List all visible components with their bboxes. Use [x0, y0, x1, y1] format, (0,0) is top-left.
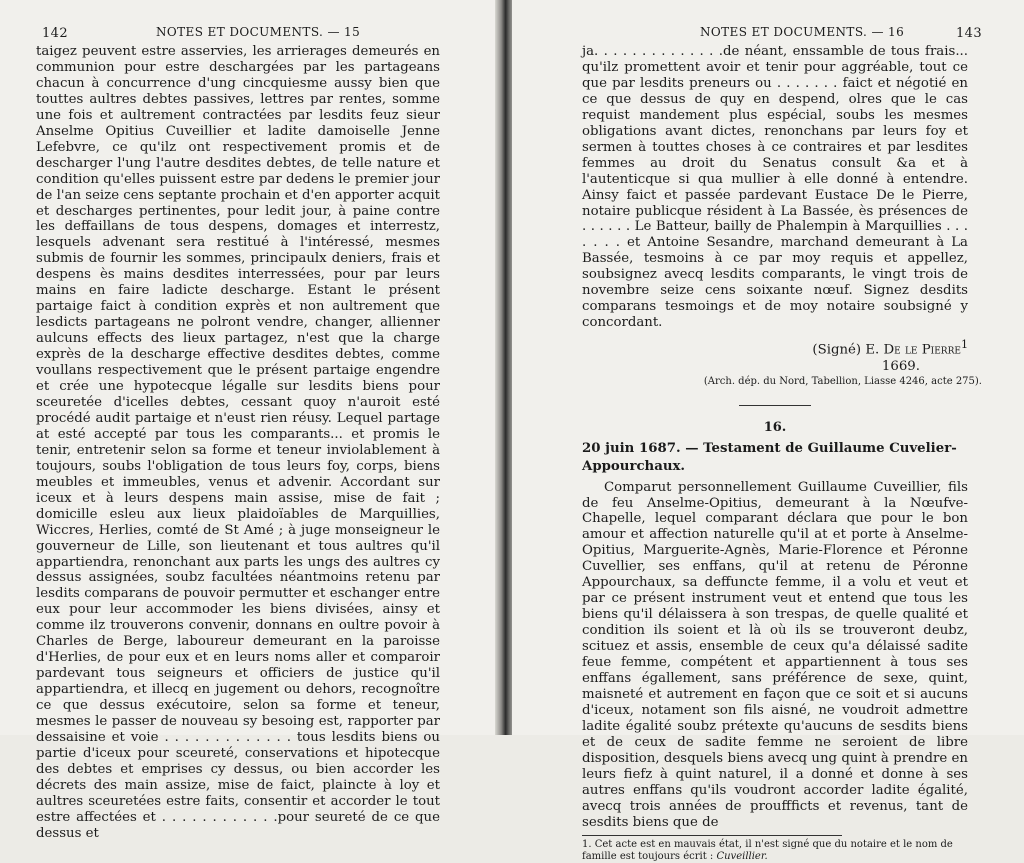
right-page	[512, 0, 1024, 862]
left-body-text	[36, 44, 440, 842]
footnote-number: 1.	[582, 838, 592, 850]
left-running-title: NOTES ET DOCUMENTS. — 15	[156, 25, 361, 39]
section-divider	[739, 405, 811, 406]
footnote-divider	[582, 835, 842, 836]
document-title: 20 juin 1687. — Testament de Guillaume Cuvelier-Appourchaux.	[582, 440, 957, 474]
testament-text	[582, 480, 968, 831]
signature-year: 1669.	[881, 358, 920, 374]
continuation-paragraph: ja. . . . . . . . . . . . . .de néant, enssamble de tous frais... qu'ilz promettent avoir et tenir pour aggréable, tout ce que par lesdits preneurs ou . . . . . . . faict et négotié en ce que dessus de quy en despend, olres que le cas requist mandement plus espécial, soubs les mesmes obligations avant dictes, renonchans par leurs foy et sermen à touttes choses à ce contraires et par lesdites femmes au droit du Senatus consult &a et à l'autenticque si qua mullier à elle donné à entendre. Ainsy faict et passée pardevant Eustace De le Pierre, notaire publicque résident à La Bassée, ès présences de . . . . . . Le Batteur, bailly de Phalempin à Marquillies . . . . . . . et Antoine Sesandre, marchand demeurant à La Bassée, tesmoins à ce par moy requis et appellez, soubsignez avecq lesdits comparants, le vingt trois de novembre seize cens soixante nœuf. Signez desdits comparans tesmoings et de moy notaire soubsigné y concordant.	[582, 44, 968, 331]
signature-prefix: (Signé) E.	[812, 342, 884, 358]
left-paragraph: taigez peuvent estre asservies, les arrierages demeurés en communion pour estre deschargées par les partageans chacun à concurrence d'ung cincquiesme aussy bien que touttes aultres debtes passives, lettres par rentes, somme une fois et aultrement contractées par lesdits feuz sieur Anselme Opitius Cuveillier et ladite damoiselle Jenne Lefebvre, ce qu'ilz ont respectivement promis et de descharger l'ung l'autre desdites debtes, de telle nature et condition qu'elles puissent estre par dedens le premier jour de l'an seize cens septante prochain et d'en apporter acquit et descharges pertinentes, pour ledit jour, à paine contre les deffaillans de tous despens, domages et interrestz, lesquels advenant sera restitué à l'intéressé, mesmes submis de fournir les sommes, principaulx deniers, frais et despens ès mains desdites interressées, pour par leurs mains en faire ladicte descharge. Estant le présent partaige faict à condition exprès et non aultrement que lesdicts partageans ne polront vendre, changer, allienner aulcuns effects des lieux partagez, n'est que la charge exprès de la descharge effective desdites debtes, comme voullans respectivement que le présent partaige engendre et crée une hypotecque légalle sur lesdits biens pour sceuretée d'icelles debtes, cessant quoy n'auroit esté procédé audit partaige et n'eust rien réusy. Lequel partage at esté accepté par tous les comparants... et promis le tenir, entretenir selon sa forme et teneur inviolablement à toujours, soubs l'obligation de tous leurs foy, corps, biens meubles et immeubles, venus et advenir. Accordant sur iceux et à leurs despens main assise, mise de fait ; domicille esleu aux lieux plaidoïables de Marquillies, Wiccres, Herlies, comté de St Amé ; à juge monseigneur le gouverneur de Lille, son lieutenant et tous aultres qu'il appartiendra, renonchant aux parts les ungs des aultres cy dessus assignées, soubz facultées néantmoins retenu par lesdits comparans de pouvoir permutter et eschanger entre eux pour leur accommoder les biens divisées, ainsy et comme ilz trouverons convenir, donnans en oultre povoir à Charles de Berge, laboureur demeurant en la paroisse d'Herlies, de pour eux et en leurs noms aller et comparoir pardevant tous seigneurs et officiers de justice qu'il appartiendra, et illecq en jugement ou dehors, recognoître ce que dessus exécutoire, selon sa forme et teneur, mesmes le passer de nouveau sy besoing est, rapporter par dessaisine et voie . . . . . . . . . . . . . tous lesdits biens ou partie d'iceux pour sceureté, conservations et hipotecque des debtes et emprises cy dessus, ou bien accorder les décrets des main assize, mise de faict, plaincte à loy et aultres sceuretées estre faits, consentir et accorder le tout estre affectées et . . . . . . . . . . . .pour seureté de ce que dessus et	[36, 44, 440, 841]
right-page-number: 143	[955, 26, 982, 41]
signature-line	[582, 337, 968, 358]
document-number: 16.	[763, 419, 787, 435]
left-running-head	[36, 22, 440, 44]
right-running-head	[582, 22, 982, 44]
footnote-reference: 1	[960, 338, 968, 352]
footnote	[582, 839, 968, 863]
testament-paragraph: Comparut personnellement Guillaume Cuveillier, fils de feu Anselme-Opitius, demeurant à la Nœufve-Chapelle, lequel comparant déclara que pour le bon amour et affection naturelle qu'il at et porte à Anselme-Opitius, Marguerite-Agnès, Marie-Florence et Péronne Cuvellier, ses enffans, qu'il at retenu de Péronne Appourchaux, sa deffuncte femme, il a volu et veut et par ce présent instrument veut et entend que tous les biens qu'il délaissera à son trespas, de quelle qualité et condition ils soient et là où ils se trouveront deubz, scituez et assis, ensemble de ceux qu'a délaissé sadite feue femme, compétent et appartiennent à tous ses enffans égallement, sans préférence de sexe, quint, maisneté et autrement en façon que ce soit et si aucuns d'iceux, notament son fils aisné, ne voudroit admettre ladite égalité soubz prétexte qu'aucuns de sesdits biens et de ceux de sadite femme ne seroient de libre disposition, desquels biens avecq ung quint à prendre en leurs fiefz à quint naturel, il a donné et donne à ses autres enffans qu'ils voudront accorder ladite égalité, avecq trois années de prouffficts et revenus, tant de sesdits biens que de	[582, 479, 968, 830]
right-running-title: NOTES ET DOCUMENTS. — 16	[700, 25, 905, 39]
signature-name: De le Pierre	[883, 342, 961, 358]
left-page-number: 142	[42, 26, 69, 41]
archive-reference: (Arch. dép. du Nord, Tabellion, Liasse 4246, acte 275).	[703, 375, 982, 387]
left-page	[0, 0, 506, 841]
right-continuation-text	[582, 44, 968, 331]
footnote-text: Cet acte est en mauvais état, il n'est signé que du notaire et le nom de famille est toujours écrit :	[582, 838, 953, 862]
footnote-name: Cuveillier.	[716, 850, 768, 862]
